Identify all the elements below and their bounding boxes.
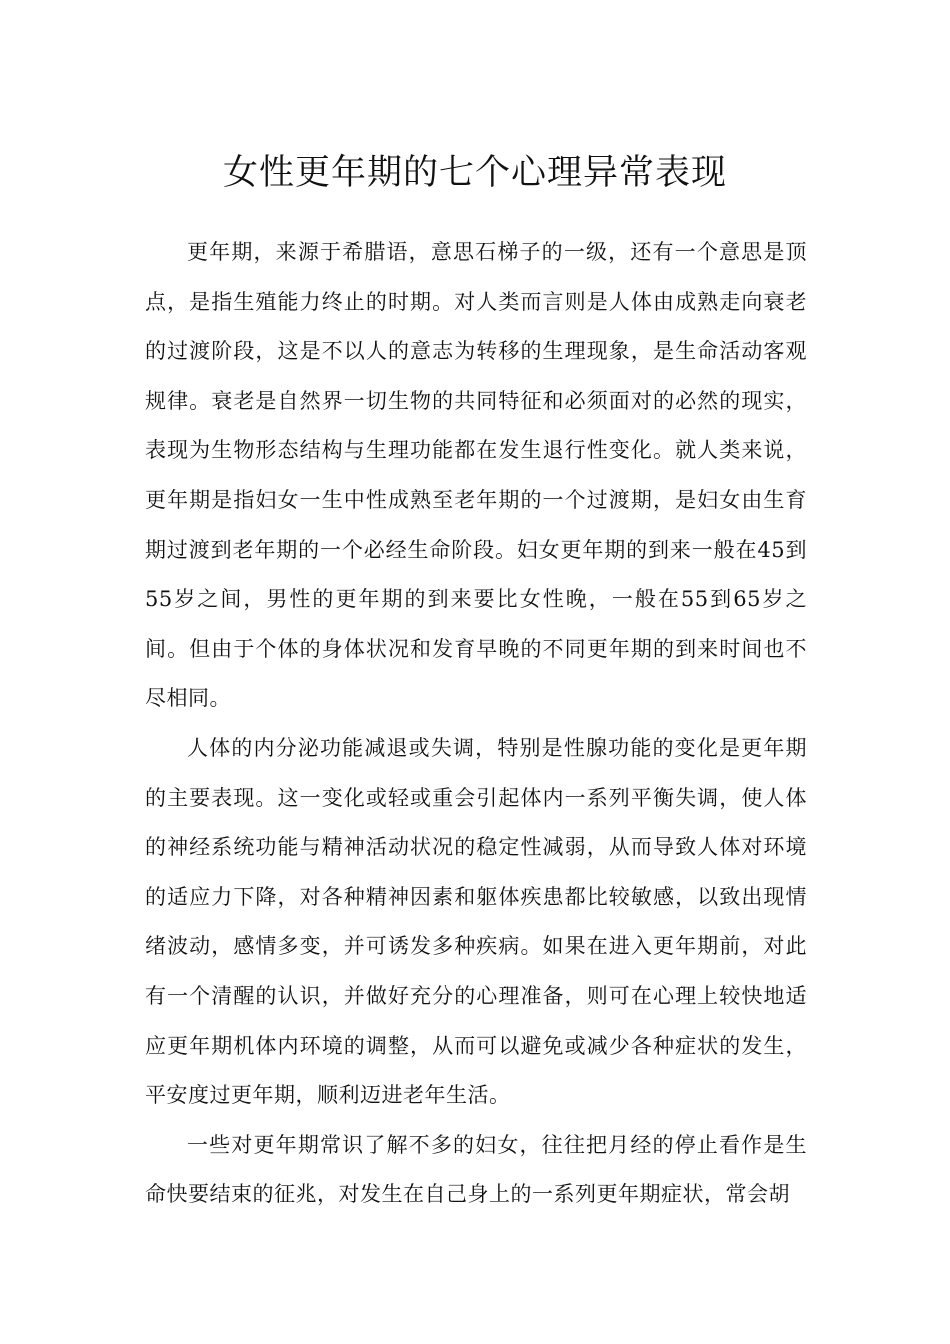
paragraph-3: 一些对更年期常识了解不多的妇女，往往把月经的停止看作是生命快要结束的征兆，对发生在自己身上的一系列更年期症状，常会胡 bbox=[145, 1132, 807, 1207]
paragraph-2: 人体的内分泌功能减退或失调，特别是性腺功能的变化是更年期的主要表现。这一变化或轻或重会引起体内一系列平衡失调，使人体的神经系统功能与精神活动状况的稳定性减弱，从而导致人体对环境的适应力下降，对各种精神因素和躯体疾患都比较敏感，以致出现情绪波动，感情多变，并可诱发多种疾病。如果在进入更年期前，对此有一个清醒的认识，并做好充分的心理准备，则可在心理上较快地适应更年期机体内环境的调整，从而可以避免或减少各种症状的发生，平安度过更年期，顺利迈进老年生活。 bbox=[145, 735, 807, 1108]
paragraph-1: 更年期，来源于希腊语，意思石梯子的一级，还有一个意思是顶点，是指生殖能力终止的时期。对人类而言则是人体由成熟走向衰老的过渡阶段，这是不以人的意志为转移的生理现象，是生命活动客观规律。衰老是自然界一切生物的共同特征和必须面对的必然的现实，表现为生物形态结构与生理功能都在发生退行性变化。就人类来说，更年期是指妇女一生中性成熟至老年期的一个过渡期，是妇女由生育期过渡到老年期的一个必经生命阶段。妇女更年期的到来一般在45到55岁之间，男性的更年期的到来要比女性晚，一般在55到65岁之间。但由于个体的身体状况和发育早晚的不同更年期的到来时间也不尽相同。 bbox=[145, 240, 807, 711]
document-title: 女性更年期的七个心理异常表现 bbox=[222, 153, 727, 193]
document-body bbox=[145, 228, 807, 1220]
